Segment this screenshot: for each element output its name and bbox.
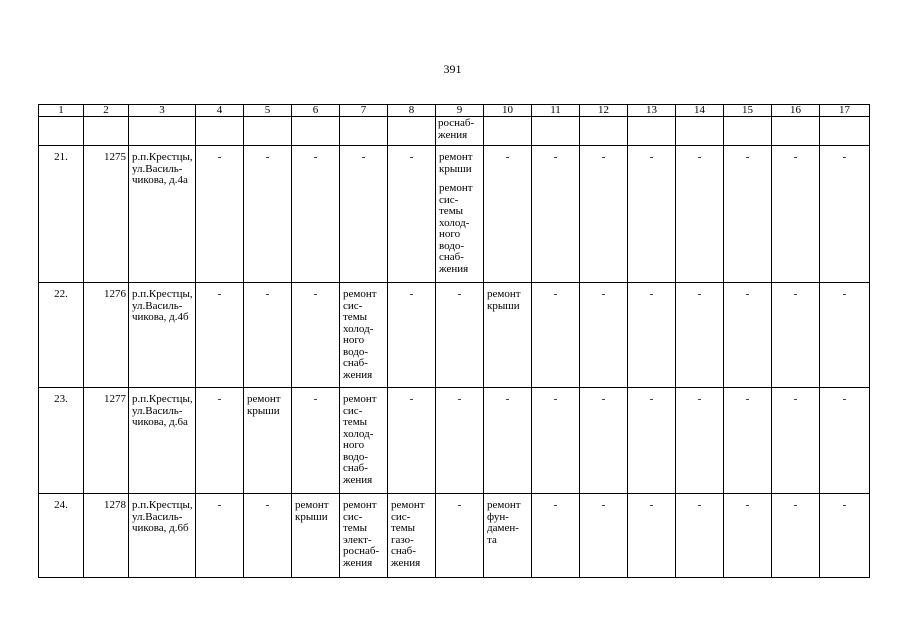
empty-cell: - xyxy=(580,388,628,494)
column-number: 4 xyxy=(196,105,244,117)
column-number: 13 xyxy=(628,105,676,117)
row-number: 24. xyxy=(39,494,84,578)
empty-cell: - xyxy=(724,388,772,494)
empty-cell: - xyxy=(292,283,340,388)
column-number: 7 xyxy=(340,105,388,117)
row-number: 23. xyxy=(39,388,84,494)
empty-cell: - xyxy=(676,283,724,388)
work-cell: ремонт крыши xyxy=(244,388,292,494)
column-number: 16 xyxy=(772,105,820,117)
column-number: 2 xyxy=(84,105,129,117)
work-cell: ремонт сис- темы холод- ного водо- снаб- жения xyxy=(340,283,388,388)
object-id: 1276 xyxy=(84,283,129,388)
column-number: 12 xyxy=(580,105,628,117)
empty-cell: - xyxy=(676,388,724,494)
column-number: 6 xyxy=(292,105,340,117)
empty-cell: - xyxy=(196,494,244,578)
column-number: 1 xyxy=(39,105,84,117)
empty-cell: - xyxy=(772,146,820,283)
column-number: 15 xyxy=(724,105,772,117)
empty-cell: - xyxy=(484,146,532,283)
empty-cell: - xyxy=(244,494,292,578)
empty-cell: - xyxy=(244,146,292,283)
empty-cell: - xyxy=(532,494,580,578)
empty-cell: - xyxy=(724,283,772,388)
continuation-row xyxy=(39,117,870,146)
empty-cell: - xyxy=(628,388,676,494)
empty-cell: - xyxy=(292,388,340,494)
column-number: 9 xyxy=(436,105,484,117)
page-number: 391 xyxy=(443,62,462,76)
work-cell: ремонт крыши xyxy=(292,494,340,578)
empty-cell: - xyxy=(580,494,628,578)
empty-cell: - xyxy=(772,494,820,578)
work-cell: ремонт сис- темы газо- снаб- жения xyxy=(388,494,436,578)
empty-cell: - xyxy=(196,283,244,388)
column-number: 14 xyxy=(676,105,724,117)
object-id: 1275 xyxy=(84,146,129,283)
work-cell: ремонт сис- темы холод- ного водо- снаб- жения xyxy=(340,388,388,494)
continuation-cell xyxy=(436,117,484,146)
row-number: 21. xyxy=(39,146,84,283)
table-row xyxy=(39,283,870,388)
empty-cell: - xyxy=(676,494,724,578)
works-table xyxy=(38,104,870,578)
empty-cell: - xyxy=(388,283,436,388)
column-number: 17 xyxy=(820,105,870,117)
work-cell: ремонт крыши xyxy=(484,283,532,388)
empty-cell: - xyxy=(532,283,580,388)
empty-cell: - xyxy=(676,146,724,283)
table-row xyxy=(39,494,870,578)
table-row xyxy=(39,388,870,494)
row-number: 22. xyxy=(39,283,84,388)
empty-cell: - xyxy=(580,146,628,283)
empty-cell: - xyxy=(292,146,340,283)
empty-cell: - xyxy=(772,388,820,494)
address-cell: р.п.Крестцы, ул.Василь- чикова, д.6а xyxy=(129,388,196,494)
empty-cell: - xyxy=(820,146,870,283)
empty-cell: - xyxy=(820,283,870,388)
empty-cell: - xyxy=(388,146,436,283)
column-number-row xyxy=(39,105,870,117)
empty-cell: - xyxy=(340,146,388,283)
empty-cell: - xyxy=(388,388,436,494)
empty-cell: - xyxy=(532,146,580,283)
work-cell: ремонт фун- дамен- та xyxy=(484,494,532,578)
empty-cell: - xyxy=(484,388,532,494)
empty-cell: - xyxy=(772,283,820,388)
address-cell: р.п.Крестцы, ул.Василь- чикова, д.6б xyxy=(129,494,196,578)
empty-cell: - xyxy=(436,388,484,494)
empty-cell: - xyxy=(724,146,772,283)
empty-cell: - xyxy=(628,283,676,388)
cell-line: роснаб- xyxy=(438,117,475,129)
object-id: 1277 xyxy=(84,388,129,494)
empty-cell: - xyxy=(724,494,772,578)
empty-cell: - xyxy=(436,494,484,578)
object-id: 1278 xyxy=(84,494,129,578)
empty-cell: - xyxy=(196,388,244,494)
column-number: 5 xyxy=(244,105,292,117)
address-cell: р.п.Крестцы, ул.Василь- чикова, д.4а xyxy=(129,146,196,283)
empty-cell: - xyxy=(532,388,580,494)
column-number: 3 xyxy=(129,105,196,117)
empty-cell: - xyxy=(196,146,244,283)
column-number: 10 xyxy=(484,105,532,117)
column-number: 8 xyxy=(388,105,436,117)
address-cell: р.п.Крестцы, ул.Василь- чикова, д.4б xyxy=(129,283,196,388)
empty-cell: - xyxy=(244,283,292,388)
empty-cell: - xyxy=(820,388,870,494)
table-row xyxy=(39,146,870,283)
cell-line: жения xyxy=(438,128,468,141)
work-cell: ремонт сис- темы элект- роснаб- жения xyxy=(340,494,388,578)
empty-cell: - xyxy=(628,494,676,578)
empty-cell: - xyxy=(436,283,484,388)
empty-cell: - xyxy=(820,494,870,578)
work-cell: ремонт крыши ремонт сис- темы холод- ного водо- снаб- жения xyxy=(436,146,484,283)
empty-cell: - xyxy=(628,146,676,283)
column-number: 11 xyxy=(532,105,580,117)
empty-cell: - xyxy=(580,283,628,388)
